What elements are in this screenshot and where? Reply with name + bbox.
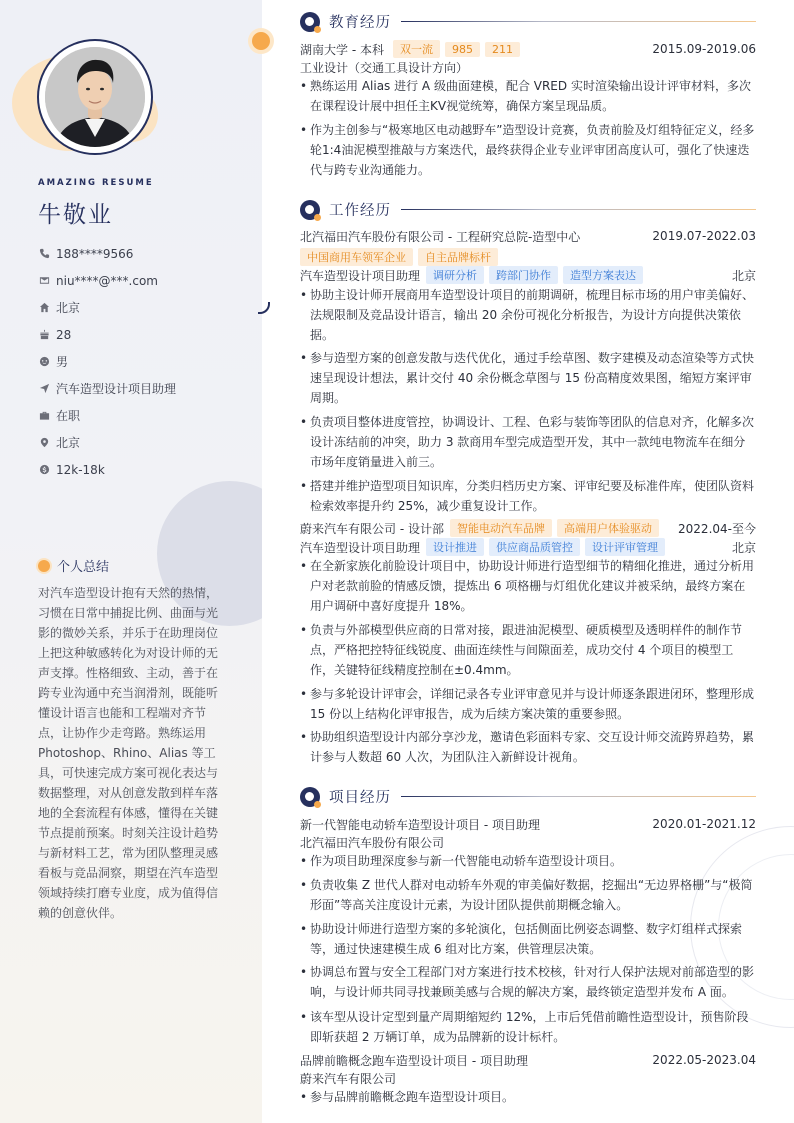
summary-dot-icon — [38, 560, 50, 572]
project-bullet: • 该车型从设计定型到量产周期缩短约 12%，上市后凭借前瞻性造型设计，预售阶段即斩获超 2 万辆订单，成为品牌新的设计标杆。 — [300, 1007, 756, 1047]
brand-label: AMAZING RESUME — [38, 178, 154, 188]
education-bullet: • 熟练运用 Alias 进行 A 级曲面建模，配合 VRED 实时渲染输出设计评审材料，多次在课程设计展中担任主KV视觉统筹，确保方案呈现品质。 — [300, 76, 756, 116]
section-bullet-icon — [300, 200, 320, 220]
avatar-frame — [37, 39, 153, 155]
contact-age — [38, 321, 176, 348]
job-bullet: • 负责与外部模型供应商的日常对接，跟进油泥模型、硬质模型及透明样件的制作节点，严格把控特征线锐度、曲面连续性与间隙面差，成功交付 4 个项目的模型工作，关键特征线精度控制在±0.4mm。 — [300, 620, 756, 680]
project-header — [300, 1050, 756, 1070]
job-position: 汽车造型设计项目助理 — [300, 540, 421, 555]
face-icon — [38, 356, 50, 368]
job-header — [300, 226, 756, 246]
section-divider — [401, 796, 756, 797]
company-tag: 智能电动汽车品牌 — [450, 519, 552, 537]
location-pin-icon — [38, 437, 50, 449]
contact-city — [38, 429, 176, 456]
school-name: 湖南大学 - 本科 — [300, 42, 384, 57]
skill-tag: 设计推进 — [426, 538, 484, 556]
candidate-name: 牛敬业 — [38, 202, 113, 228]
job-bullet: • 协助主设计师开展商用车造型设计项目的前期调研，梳理目标市场的用户审美偏好、法规限制及竞品设计语言，输出 20 余份可视化分析报告，为设计方向提供决策依据。 — [300, 285, 756, 345]
cake-icon — [38, 329, 50, 341]
summary-text: 对汽车造型设计抱有天然的热情，习惯在日常中捕捉比例、曲面与光影的微妙关系，并乐于在助理岗位上把这种敏感转化为对设计师的无声支撑。性格细致、主动，善于在跨专业沟通中充当润滑剂，既能听懂设计语言也能和工程端对齐节点，让协作少走弯路。熟练运用Photoshop、Rhino、Alias 等工具，可快速完成方案可视化表达与数据整理，对从创意发散到样车落地的全套流程有体感，懂得在关键节点提前预案。时刻关注设计趋势与新材料工艺，常为团队整理灵感看板与竞品洞察，期望在汽车造型领域持续打磨专业度，成为值得信赖的创意伙伴。 — [38, 586, 219, 920]
phone-icon — [38, 248, 50, 260]
home-icon — [38, 302, 50, 314]
work-section-header — [300, 199, 756, 220]
city-text: 北京 — [56, 436, 81, 450]
education-section-header — [300, 11, 756, 32]
age-text: 28 — [56, 327, 72, 342]
job-bullet: • 搭建并维护造型项目知识库，分类归档历史方案、评审纪要及标准件库，使团队资料检索效率提升约 25%，减少重复设计工作。 — [300, 476, 756, 516]
education-section-title: 教育经历 — [329, 15, 391, 31]
school-tag: 211 — [485, 42, 520, 57]
job-company-tags — [300, 247, 756, 267]
projects-section-title: 项目经历 — [329, 790, 391, 806]
section-bullet-icon — [300, 787, 320, 807]
job-company: 北汽福田汽车股份有限公司 - 工程研究总院-造型中心 — [300, 229, 581, 244]
skill-tag: 跨部门协作 — [489, 266, 558, 284]
education-date: 2015.09-2019.06 — [652, 42, 756, 56]
money-icon — [38, 464, 50, 476]
summary-title-text: 个人总结 — [57, 560, 110, 575]
email-text: niu****@***.com — [56, 273, 158, 288]
section-divider — [401, 209, 756, 210]
job-position-row — [300, 537, 756, 557]
job-date: 2022.04-至今 — [678, 521, 756, 536]
job-location: 北京 — [731, 268, 756, 283]
mail-icon — [38, 275, 50, 287]
job-bullet: • 参与造型方案的创意发散与迭代优化，通过手绘草图、数字建模及动态渲染等方式快速呈现设计想法，累计交付 40 余份概念草图与 15 份高精度效果图，缩短方案评审周期。 — [300, 348, 756, 408]
project-bullet: • 协助设计师进行造型方案的多轮演化，包括侧面比例姿态调整、数字灯组样式探索等，通过快速建模生成 6 组对比方案，供管理层决策。 — [300, 919, 756, 959]
contact-status — [38, 402, 176, 429]
job-position-row — [300, 265, 756, 285]
avatar-portrait — [45, 47, 145, 147]
job-bullet: • 在全新家族化前脸设计项目中，协助设计师进行造型细节的精细化推进，通过分析用户对老款前脸的情感反馈，提炼出 6 项格栅与灯组优化建议并被采纳，最终方案在用户调研中喜好度提升 18%。 — [300, 556, 756, 616]
skill-tag: 设计评审管理 — [585, 538, 665, 556]
target-job-text: 汽车造型设计项目助理 — [56, 382, 177, 396]
project-org: 蔚来汽车有限公司 — [300, 1071, 397, 1086]
skill-tag: 供应商品质管控 — [489, 538, 580, 556]
contact-email — [38, 267, 176, 294]
skill-tag: 造型方案表达 — [563, 266, 643, 284]
status-text: 在职 — [56, 409, 81, 423]
contact-phone — [38, 240, 176, 267]
project-org: 北汽福田汽车股份有限公司 — [300, 835, 445, 850]
contact-target-job — [38, 375, 176, 402]
major-text: 工业设计（交通工具设计方向） — [300, 60, 469, 75]
project-org-row — [300, 1068, 756, 1088]
major-row — [300, 57, 756, 77]
contact-list — [38, 240, 176, 483]
school-tag: 985 — [445, 42, 480, 57]
education-row — [300, 39, 756, 59]
send-icon — [38, 383, 50, 395]
phone-text: 188****9566 — [56, 246, 134, 261]
contact-hometown — [38, 294, 176, 321]
project-header — [300, 814, 756, 834]
job-company: 蔚来汽车有限公司 - 设计部 — [300, 521, 444, 536]
gender-text: 男 — [56, 355, 69, 369]
project-name: 品牌前瞻概念跑车造型设计项目 - 项目助理 — [300, 1053, 528, 1068]
work-section-title: 工作经历 — [329, 203, 391, 219]
decor-navy-arc — [258, 302, 270, 314]
school-tag: 双一流 — [393, 40, 440, 58]
project-bullet: • 参与品牌前瞻概念跑车造型设计项目。 — [300, 1087, 756, 1107]
job-bullet: • 参与多轮设计评审会，详细记录各专业评审意见并与设计师逐条跟进闭环，整理形成 15 份以上结构化评审报告，成为后续方案决策的重要参照。 — [300, 684, 756, 724]
project-date: 2020.01-2021.12 — [652, 817, 756, 831]
education-bullet: • 作为主创参与“极寒地区电动越野车”造型设计竞赛，负责前脸及灯组特征定义，经多轮1:4油泥模型推敲与方案迭代，最终获得企业专业评审团高度认可，强化了快速迭代与跨专业沟通能力。 — [300, 120, 756, 180]
hometown-text: 北京 — [56, 301, 81, 315]
job-bullet: • 负责项目整体进度管控，协调设计、工程、色彩与装饰等团队的信息对齐，化解多次设计冻结前的冲突，助力 3 款商用车型完成造型开发，其中一款纯电物流车在细分市场年度销量进入前三。 — [300, 412, 756, 472]
job-position: 汽车造型设计项目助理 — [300, 268, 421, 283]
job-location: 北京 — [731, 540, 756, 555]
avatar — [45, 47, 145, 147]
contact-gender — [38, 348, 176, 375]
skill-tag: 调研分析 — [426, 266, 484, 284]
section-divider — [401, 21, 756, 22]
sidebar — [0, 0, 262, 1123]
briefcase-icon — [38, 410, 50, 422]
project-date: 2022.05-2023.04 — [652, 1053, 756, 1067]
contact-salary — [38, 456, 176, 483]
job-bullet: • 协助组织造型设计内部分享沙龙，邀请色彩面料专家、交互设计师交流跨界趋势，累计参与人数超 60 人次，为团队注入新鲜设计视角。 — [300, 727, 756, 767]
summary-heading — [38, 556, 109, 575]
project-bullet: • 协调总布置与安全工程部门对方案进行技术校核，针对行人保护法规对前部造型的影响，与设计师共同寻找兼顾美感与合规的解决方案，最终锁定造型并发布 A 面。 — [300, 962, 756, 1002]
job-date: 2019.07-2022.03 — [652, 229, 756, 243]
project-bullet: • 作为项目助理深度参与新一代智能电动轿车造型设计项目。 — [300, 851, 756, 871]
salary-text: 12k-18k — [56, 462, 105, 477]
decor-orange-dot — [252, 32, 270, 50]
company-tag: 高端用户体验驱动 — [557, 519, 659, 537]
company-tag: 中国商用车领军企业 — [300, 248, 413, 266]
company-tag: 自主品牌标杆 — [418, 248, 498, 266]
project-name: 新一代智能电动轿车造型设计项目 - 项目助理 — [300, 817, 540, 832]
projects-section-header — [300, 786, 756, 807]
project-org-row — [300, 832, 756, 852]
section-bullet-icon — [300, 12, 320, 32]
project-bullet: • 负责收集 Z 世代人群对电动轿车外观的审美偏好数据，挖掘出“无边界格栅”与“极简形面”等高关注度设计元素，为设计团队提供前期概念输入。 — [300, 875, 756, 915]
job-header — [300, 518, 756, 538]
